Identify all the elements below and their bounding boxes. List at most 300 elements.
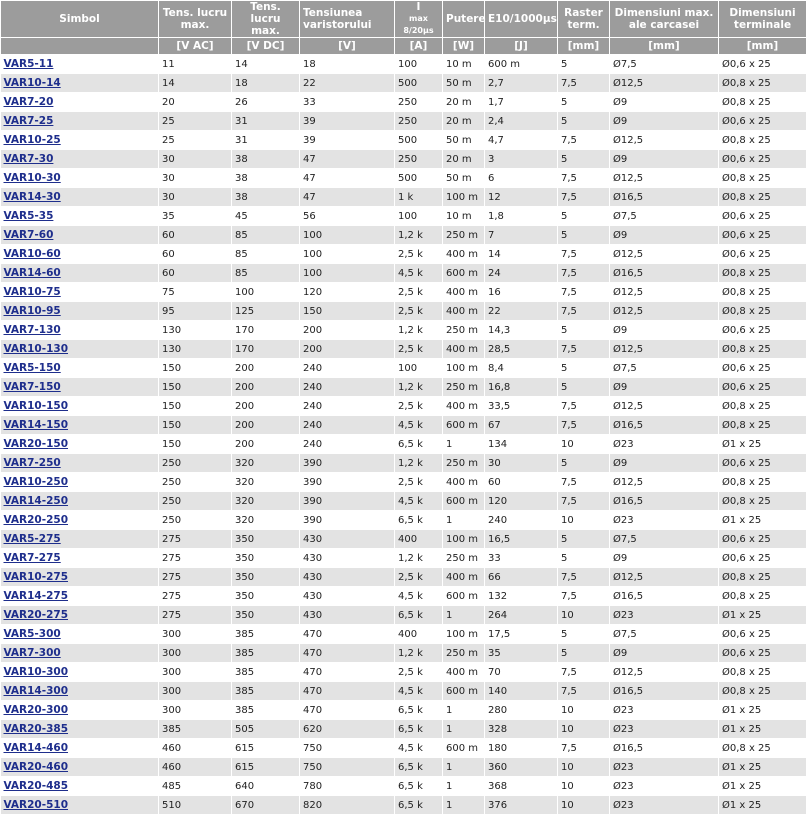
cell-terminal-dimensions: Ø0,8 x 25 xyxy=(719,682,807,701)
product-link[interactable]: VAR5-275 xyxy=(3,533,61,545)
cell-energy: 28,5 xyxy=(485,340,558,359)
cell-varistor-voltage: 240 xyxy=(300,359,395,378)
cell-simbol xyxy=(1,435,159,454)
cell-voltage-dc: 26 xyxy=(232,93,300,112)
cell-raster: 5 xyxy=(558,150,610,169)
cell-terminal-dimensions: Ø0,8 x 25 xyxy=(719,131,807,150)
cell-voltage-ac: 75 xyxy=(159,283,232,302)
cell-raster: 5 xyxy=(558,321,610,340)
cell-voltage-ac: 11 xyxy=(159,55,232,74)
cell-voltage-dc: 385 xyxy=(232,625,300,644)
cell-voltage-ac: 150 xyxy=(159,359,232,378)
cell-terminal-dimensions: Ø0,8 x 25 xyxy=(719,397,807,416)
cell-terminal-dimensions: Ø1 x 25 xyxy=(719,777,807,796)
cell-simbol xyxy=(1,283,159,302)
unit-power: [W] xyxy=(443,38,485,55)
cell-imax: 100 xyxy=(395,359,443,378)
product-link[interactable]: VAR20-275 xyxy=(3,609,69,621)
product-link[interactable]: VAR7-20 xyxy=(3,96,54,108)
cell-energy: 33,5 xyxy=(485,397,558,416)
product-link[interactable]: VAR7-130 xyxy=(3,324,61,336)
cell-imax: 400 xyxy=(395,625,443,644)
cell-voltage-dc: 385 xyxy=(232,701,300,720)
cell-power: 400 m xyxy=(443,245,485,264)
cell-power: 10 m xyxy=(443,55,485,74)
cell-raster: 5 xyxy=(558,93,610,112)
cell-terminal-dimensions: Ø0,6 x 25 xyxy=(719,549,807,568)
cell-power: 1 xyxy=(443,720,485,739)
product-link[interactable]: VAR7-250 xyxy=(3,457,61,469)
cell-energy: 7 xyxy=(485,226,558,245)
cell-imax: 2,5 k xyxy=(395,283,443,302)
product-link[interactable]: VAR20-250 xyxy=(3,514,69,526)
header-imax-sub: max 8/20µs xyxy=(403,14,434,35)
cell-voltage-dc: 350 xyxy=(232,568,300,587)
cell-case-dimensions: Ø12,5 xyxy=(610,74,719,93)
unit-voltage-ac: [V AC] xyxy=(159,38,232,55)
cell-voltage-ac: 275 xyxy=(159,568,232,587)
cell-terminal-dimensions: Ø0,8 x 25 xyxy=(719,302,807,321)
header-simbol[interactable]: Simbol xyxy=(1,1,159,38)
table-row xyxy=(1,378,807,397)
cell-power: 250 m xyxy=(443,454,485,473)
cell-terminal-dimensions: Ø0,6 x 25 xyxy=(719,644,807,663)
cell-voltage-ac: 150 xyxy=(159,378,232,397)
cell-varistor-voltage: 780 xyxy=(300,777,395,796)
cell-power: 100 m xyxy=(443,530,485,549)
cell-simbol xyxy=(1,112,159,131)
cell-raster: 7,5 xyxy=(558,568,610,587)
cell-energy: 2,4 xyxy=(485,112,558,131)
cell-voltage-dc: 320 xyxy=(232,454,300,473)
cell-raster: 7,5 xyxy=(558,663,610,682)
cell-power: 1 xyxy=(443,796,485,815)
header-power[interactable]: Putere xyxy=(443,1,485,38)
product-link[interactable]: VAR7-60 xyxy=(3,229,54,241)
header-raster[interactable]: Raster term. xyxy=(558,1,610,38)
cell-case-dimensions: Ø16,5 xyxy=(610,739,719,758)
cell-simbol xyxy=(1,340,159,359)
cell-varistor-voltage: 240 xyxy=(300,435,395,454)
table-row xyxy=(1,169,807,188)
product-link[interactable]: VAR7-300 xyxy=(3,647,61,659)
cell-imax: 4,5 k xyxy=(395,682,443,701)
cell-raster: 5 xyxy=(558,625,610,644)
header-imax[interactable] xyxy=(395,1,443,38)
cell-energy: 35 xyxy=(485,644,558,663)
cell-case-dimensions: Ø16,5 xyxy=(610,587,719,606)
cell-raster: 10 xyxy=(558,701,610,720)
table-row xyxy=(1,530,807,549)
cell-simbol xyxy=(1,55,159,74)
cell-raster: 5 xyxy=(558,226,610,245)
cell-terminal-dimensions: Ø0,8 x 25 xyxy=(719,264,807,283)
product-link[interactable]: VAR14-275 xyxy=(3,590,69,602)
cell-energy: 60 xyxy=(485,473,558,492)
cell-voltage-ac: 300 xyxy=(159,663,232,682)
cell-power: 400 m xyxy=(443,568,485,587)
cell-varistor-voltage: 470 xyxy=(300,644,395,663)
cell-terminal-dimensions: Ø1 x 25 xyxy=(719,606,807,625)
cell-varistor-voltage: 100 xyxy=(300,245,395,264)
table-row xyxy=(1,492,807,511)
cell-power: 1 xyxy=(443,701,485,720)
cell-case-dimensions: Ø12,5 xyxy=(610,245,719,264)
table-row xyxy=(1,511,807,530)
cell-energy: 14,3 xyxy=(485,321,558,340)
cell-voltage-dc: 38 xyxy=(232,169,300,188)
cell-simbol xyxy=(1,473,159,492)
cell-voltage-ac: 150 xyxy=(159,416,232,435)
cell-terminal-dimensions: Ø1 x 25 xyxy=(719,511,807,530)
cell-simbol xyxy=(1,720,159,739)
cell-case-dimensions: Ø9 xyxy=(610,93,719,112)
cell-terminal-dimensions: Ø0,6 x 25 xyxy=(719,454,807,473)
cell-raster: 7,5 xyxy=(558,131,610,150)
cell-case-dimensions: Ø9 xyxy=(610,378,719,397)
product-link[interactable]: VAR14-30 xyxy=(3,191,61,203)
cell-terminal-dimensions: Ø0,6 x 25 xyxy=(719,245,807,264)
cell-power: 50 m xyxy=(443,131,485,150)
cell-varistor-voltage: 430 xyxy=(300,530,395,549)
cell-energy: 368 xyxy=(485,777,558,796)
product-link[interactable]: VAR20-385 xyxy=(3,723,69,735)
cell-voltage-dc: 385 xyxy=(232,663,300,682)
cell-varistor-voltage: 100 xyxy=(300,226,395,245)
cell-raster: 10 xyxy=(558,777,610,796)
cell-voltage-dc: 350 xyxy=(232,606,300,625)
cell-power: 10 m xyxy=(443,207,485,226)
cell-voltage-dc: 170 xyxy=(232,321,300,340)
product-link[interactable]: VAR20-510 xyxy=(3,799,69,811)
product-link[interactable]: VAR7-25 xyxy=(3,115,54,127)
cell-raster: 10 xyxy=(558,606,610,625)
table-row xyxy=(1,302,807,321)
product-link[interactable]: VAR7-30 xyxy=(3,153,54,165)
cell-case-dimensions: Ø23 xyxy=(610,701,719,720)
cell-energy: 134 xyxy=(485,435,558,454)
cell-raster: 10 xyxy=(558,758,610,777)
cell-imax: 4,5 k xyxy=(395,739,443,758)
cell-simbol xyxy=(1,454,159,473)
cell-simbol xyxy=(1,397,159,416)
cell-imax: 2,5 k xyxy=(395,397,443,416)
cell-terminal-dimensions: Ø0,6 x 25 xyxy=(719,226,807,245)
cell-imax: 6,5 k xyxy=(395,720,443,739)
header-case-dimensions[interactable]: Dimensiuni max. ale carcasei xyxy=(610,1,719,38)
product-link[interactable]: VAR14-250 xyxy=(3,495,69,507)
cell-power: 1 xyxy=(443,606,485,625)
product-link[interactable]: VAR10-30 xyxy=(3,172,61,184)
cell-energy: 360 xyxy=(485,758,558,777)
cell-terminal-dimensions: Ø0,8 x 25 xyxy=(719,416,807,435)
cell-simbol xyxy=(1,492,159,511)
cell-raster: 5 xyxy=(558,378,610,397)
cell-imax: 4,5 k xyxy=(395,492,443,511)
cell-varistor-voltage: 430 xyxy=(300,587,395,606)
cell-imax: 4,5 k xyxy=(395,416,443,435)
cell-power: 600 m xyxy=(443,264,485,283)
cell-power: 100 m xyxy=(443,625,485,644)
cell-voltage-ac: 485 xyxy=(159,777,232,796)
cell-energy: 70 xyxy=(485,663,558,682)
cell-varistor-voltage: 390 xyxy=(300,473,395,492)
product-link[interactable]: VAR14-300 xyxy=(3,685,69,697)
product-link[interactable]: VAR14-460 xyxy=(3,742,69,754)
table-row xyxy=(1,55,807,74)
cell-imax: 1,2 k xyxy=(395,226,443,245)
product-link[interactable]: VAR14-150 xyxy=(3,419,69,431)
cell-varistor-voltage: 47 xyxy=(300,188,395,207)
cell-voltage-dc: 170 xyxy=(232,340,300,359)
table-row xyxy=(1,188,807,207)
cell-voltage-dc: 100 xyxy=(232,283,300,302)
cell-terminal-dimensions: Ø0,8 x 25 xyxy=(719,492,807,511)
cell-case-dimensions: Ø9 xyxy=(610,112,719,131)
table-row xyxy=(1,150,807,169)
product-link[interactable]: VAR7-150 xyxy=(3,381,61,393)
table-row xyxy=(1,568,807,587)
product-link[interactable]: VAR20-300 xyxy=(3,704,69,716)
cell-case-dimensions: Ø12,5 xyxy=(610,397,719,416)
cell-raster: 7,5 xyxy=(558,264,610,283)
header-energy[interactable]: E10/1000µs xyxy=(485,1,558,38)
product-link[interactable]: VAR10-95 xyxy=(3,305,61,317)
cell-voltage-ac: 60 xyxy=(159,226,232,245)
cell-varistor-voltage: 750 xyxy=(300,758,395,777)
cell-power: 20 m xyxy=(443,112,485,131)
cell-voltage-ac: 460 xyxy=(159,758,232,777)
cell-raster: 10 xyxy=(558,720,610,739)
product-link[interactable]: VAR7-275 xyxy=(3,552,61,564)
cell-simbol xyxy=(1,530,159,549)
cell-simbol xyxy=(1,207,159,226)
cell-terminal-dimensions: Ø0,6 x 25 xyxy=(719,625,807,644)
table-row xyxy=(1,644,807,663)
cell-power: 400 m xyxy=(443,397,485,416)
cell-voltage-ac: 60 xyxy=(159,264,232,283)
table-row xyxy=(1,359,807,378)
cell-energy: 1,8 xyxy=(485,207,558,226)
table-row xyxy=(1,416,807,435)
unit-imax: [A] xyxy=(395,38,443,55)
cell-simbol xyxy=(1,606,159,625)
cell-voltage-ac: 275 xyxy=(159,587,232,606)
cell-energy: 132 xyxy=(485,587,558,606)
cell-case-dimensions: Ø12,5 xyxy=(610,131,719,150)
cell-voltage-ac: 35 xyxy=(159,207,232,226)
product-link[interactable]: VAR10-150 xyxy=(3,400,69,412)
cell-energy: 140 xyxy=(485,682,558,701)
cell-imax: 1,2 k xyxy=(395,644,443,663)
cell-voltage-dc: 640 xyxy=(232,777,300,796)
header-voltage-ac[interactable]: Tens. lucru max. xyxy=(159,1,232,38)
cell-case-dimensions: Ø16,5 xyxy=(610,682,719,701)
cell-voltage-ac: 30 xyxy=(159,169,232,188)
product-link[interactable]: VAR14-60 xyxy=(3,267,61,279)
cell-imax: 2,5 k xyxy=(395,340,443,359)
cell-imax: 2,5 k xyxy=(395,473,443,492)
cell-voltage-ac: 150 xyxy=(159,397,232,416)
cell-voltage-ac: 250 xyxy=(159,492,232,511)
cell-simbol xyxy=(1,245,159,264)
cell-varistor-voltage: 200 xyxy=(300,340,395,359)
product-link[interactable]: VAR5-35 xyxy=(3,210,54,222)
product-link[interactable]: VAR10-60 xyxy=(3,248,61,260)
product-link[interactable]: VAR10-275 xyxy=(3,571,69,583)
cell-voltage-dc: 670 xyxy=(232,796,300,815)
cell-terminal-dimensions: Ø0,8 x 25 xyxy=(719,93,807,112)
cell-energy: 4,7 xyxy=(485,131,558,150)
cell-power: 1 xyxy=(443,758,485,777)
product-link[interactable]: VAR10-250 xyxy=(3,476,69,488)
cell-terminal-dimensions: Ø1 x 25 xyxy=(719,435,807,454)
unit-simbol xyxy=(1,38,159,55)
cell-power: 400 m xyxy=(443,340,485,359)
cell-power: 600 m xyxy=(443,492,485,511)
product-link[interactable]: VAR20-485 xyxy=(3,780,69,792)
cell-voltage-ac: 130 xyxy=(159,340,232,359)
cell-energy: 240 xyxy=(485,511,558,530)
cell-voltage-dc: 615 xyxy=(232,758,300,777)
cell-raster: 7,5 xyxy=(558,302,610,321)
table-body xyxy=(1,55,807,815)
cell-imax: 1,2 k xyxy=(395,549,443,568)
cell-terminal-dimensions: Ø1 x 25 xyxy=(719,796,807,815)
cell-raster: 7,5 xyxy=(558,169,610,188)
cell-voltage-dc: 200 xyxy=(232,435,300,454)
cell-voltage-dc: 385 xyxy=(232,682,300,701)
product-link[interactable]: VAR10-14 xyxy=(3,77,61,89)
cell-voltage-ac: 60 xyxy=(159,245,232,264)
cell-terminal-dimensions: Ø0,6 x 25 xyxy=(719,530,807,549)
cell-energy: 328 xyxy=(485,720,558,739)
cell-case-dimensions: Ø23 xyxy=(610,777,719,796)
cell-simbol xyxy=(1,625,159,644)
cell-simbol xyxy=(1,682,159,701)
product-link[interactable]: VAR10-300 xyxy=(3,666,69,678)
table-row xyxy=(1,454,807,473)
cell-simbol xyxy=(1,74,159,93)
cell-case-dimensions: Ø7,5 xyxy=(610,625,719,644)
cell-varistor-voltage: 240 xyxy=(300,416,395,435)
cell-voltage-dc: 350 xyxy=(232,587,300,606)
header-varistor-voltage[interactable]: Tensiunea varistorului xyxy=(300,1,395,38)
cell-case-dimensions: Ø7,5 xyxy=(610,207,719,226)
table-row xyxy=(1,701,807,720)
cell-imax: 6,5 k xyxy=(395,511,443,530)
cell-terminal-dimensions: Ø0,8 x 25 xyxy=(719,169,807,188)
cell-energy: 16,5 xyxy=(485,530,558,549)
cell-varistor-voltage: 22 xyxy=(300,74,395,93)
table-row xyxy=(1,283,807,302)
cell-simbol xyxy=(1,226,159,245)
cell-varistor-voltage: 39 xyxy=(300,131,395,150)
cell-energy: 16 xyxy=(485,283,558,302)
cell-voltage-dc: 200 xyxy=(232,359,300,378)
table-row xyxy=(1,435,807,454)
cell-energy: 180 xyxy=(485,739,558,758)
cell-varistor-voltage: 430 xyxy=(300,606,395,625)
table-row xyxy=(1,74,807,93)
cell-voltage-ac: 300 xyxy=(159,625,232,644)
cell-imax: 2,5 k xyxy=(395,568,443,587)
product-link[interactable]: VAR5-150 xyxy=(3,362,61,374)
cell-voltage-dc: 18 xyxy=(232,74,300,93)
cell-voltage-dc: 615 xyxy=(232,739,300,758)
cell-imax: 500 xyxy=(395,131,443,150)
unit-varistor-voltage: [V] xyxy=(300,38,395,55)
product-link[interactable]: VAR20-460 xyxy=(3,761,69,773)
product-link[interactable]: VAR5-11 xyxy=(3,58,54,70)
cell-terminal-dimensions: Ø0,8 x 25 xyxy=(719,739,807,758)
cell-imax: 4,5 k xyxy=(395,264,443,283)
cell-power: 1 xyxy=(443,435,485,454)
cell-case-dimensions: Ø12,5 xyxy=(610,302,719,321)
header-terminal-dimensions[interactable]: Dimensiuni terminale xyxy=(719,1,807,38)
cell-varistor-voltage: 750 xyxy=(300,739,395,758)
cell-varistor-voltage: 56 xyxy=(300,207,395,226)
product-link[interactable]: VAR10-25 xyxy=(3,134,61,146)
product-link[interactable]: VAR10-130 xyxy=(3,343,69,355)
cell-varistor-voltage: 390 xyxy=(300,454,395,473)
cell-voltage-dc: 200 xyxy=(232,397,300,416)
cell-voltage-ac: 30 xyxy=(159,188,232,207)
cell-case-dimensions: Ø12,5 xyxy=(610,568,719,587)
cell-varistor-voltage: 820 xyxy=(300,796,395,815)
cell-terminal-dimensions: Ø0,6 x 25 xyxy=(719,55,807,74)
cell-case-dimensions: Ø16,5 xyxy=(610,264,719,283)
cell-power: 100 m xyxy=(443,359,485,378)
product-link[interactable]: VAR20-150 xyxy=(3,438,69,450)
cell-imax: 6,5 k xyxy=(395,435,443,454)
cell-simbol xyxy=(1,131,159,150)
cell-raster: 5 xyxy=(558,112,610,131)
cell-energy: 33 xyxy=(485,549,558,568)
cell-raster: 5 xyxy=(558,549,610,568)
cell-simbol xyxy=(1,188,159,207)
table-row xyxy=(1,720,807,739)
cell-power: 100 m xyxy=(443,188,485,207)
cell-voltage-ac: 130 xyxy=(159,321,232,340)
cell-varistor-voltage: 240 xyxy=(300,397,395,416)
cell-energy: 66 xyxy=(485,568,558,587)
cell-power: 50 m xyxy=(443,74,485,93)
cell-terminal-dimensions: Ø0,8 x 25 xyxy=(719,473,807,492)
cell-raster: 10 xyxy=(558,435,610,454)
cell-raster: 7,5 xyxy=(558,682,610,701)
cell-terminal-dimensions: Ø0,6 x 25 xyxy=(719,321,807,340)
cell-varistor-voltage: 200 xyxy=(300,321,395,340)
header-voltage-dc[interactable]: Tens. lucru max. xyxy=(232,1,300,38)
cell-voltage-ac: 300 xyxy=(159,682,232,701)
cell-energy: 14 xyxy=(485,245,558,264)
cell-simbol xyxy=(1,796,159,815)
cell-energy: 24 xyxy=(485,264,558,283)
cell-energy: 264 xyxy=(485,606,558,625)
cell-varistor-voltage: 620 xyxy=(300,720,395,739)
cell-power: 250 m xyxy=(443,378,485,397)
cell-varistor-voltage: 18 xyxy=(300,55,395,74)
cell-voltage-dc: 320 xyxy=(232,511,300,530)
cell-terminal-dimensions: Ø1 x 25 xyxy=(719,720,807,739)
cell-voltage-dc: 125 xyxy=(232,302,300,321)
cell-imax: 400 xyxy=(395,530,443,549)
table-row xyxy=(1,549,807,568)
product-link[interactable]: VAR5-300 xyxy=(3,628,61,640)
cell-voltage-dc: 200 xyxy=(232,378,300,397)
product-link[interactable]: VAR10-75 xyxy=(3,286,61,298)
